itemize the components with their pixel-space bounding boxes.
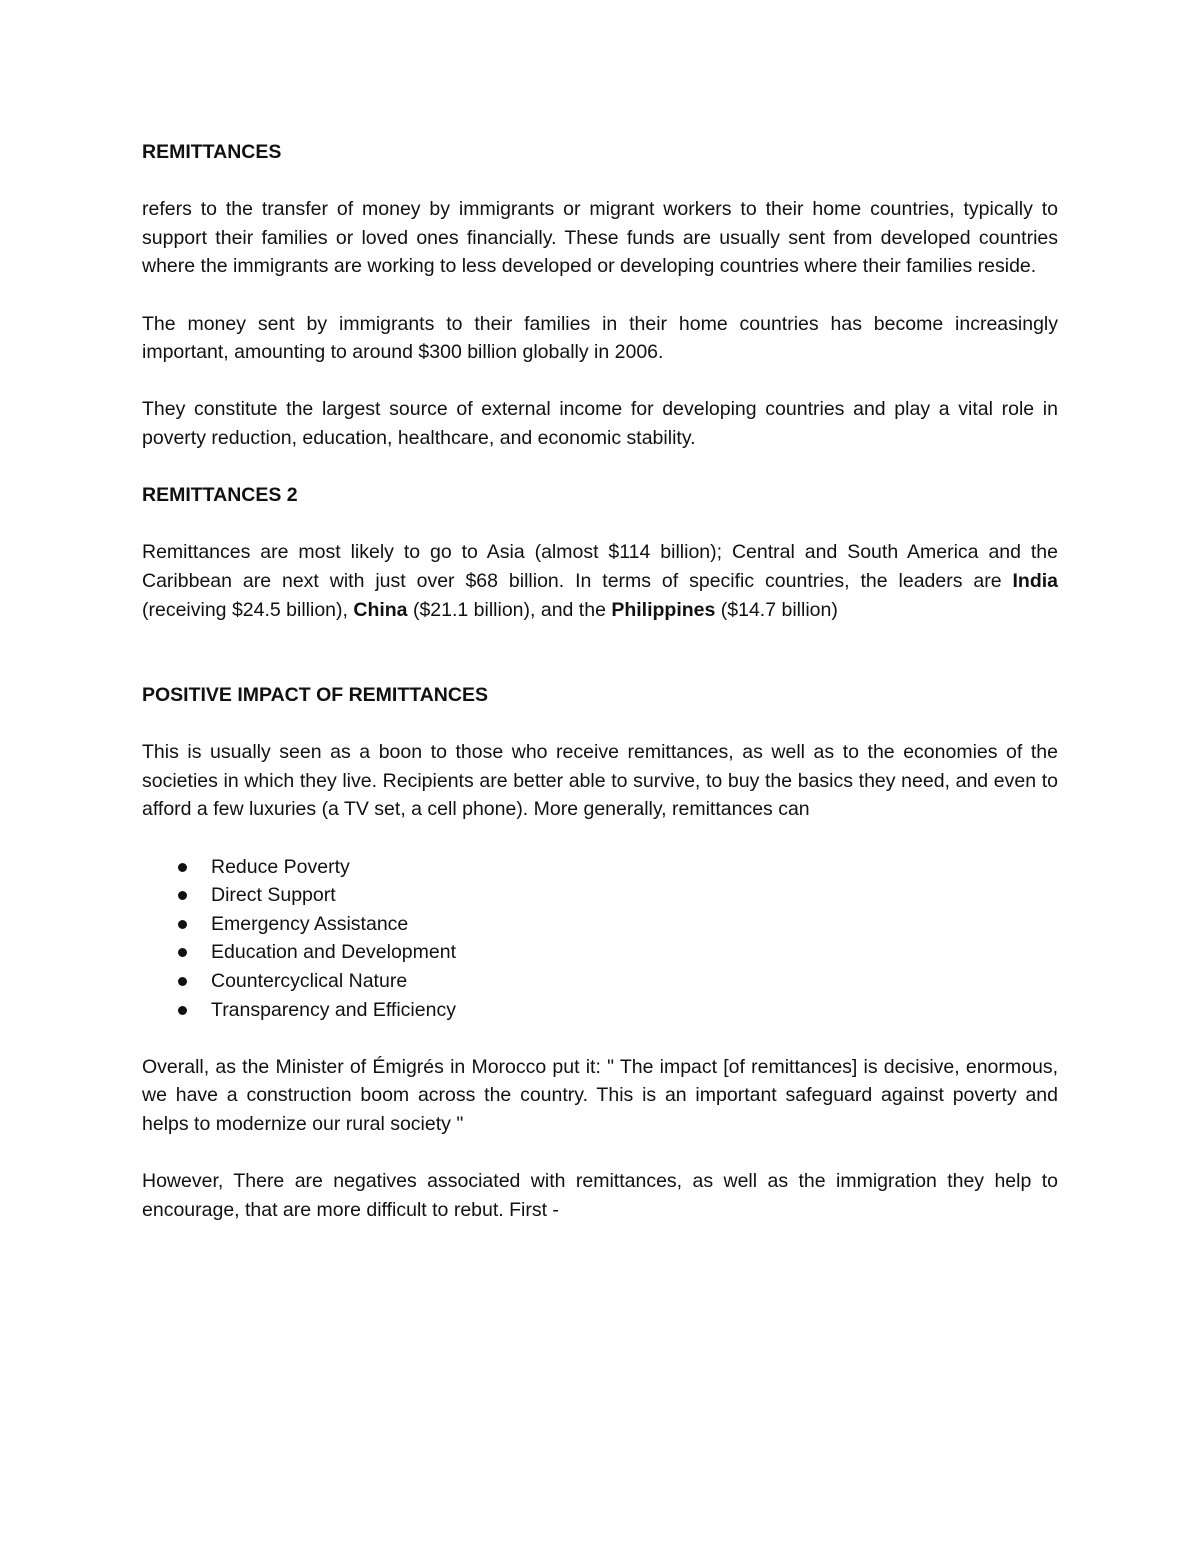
paragraph-global-amount: The money sent by immigrants to their families in their home countries has become increasingly important, amounting to around $300 billion globally in 2006. <box>142 312 1058 364</box>
paragraph-external-income: They constitute the largest source of external income for developing countries and play a vital role in poverty reduction, education, healthcare, and economic stability. <box>142 398 1058 449</box>
list-item: Transparency and Efficiency <box>142 996 1058 1025</box>
section-heading-remittances-2: REMITTANCES 2 <box>142 484 298 507</box>
china-amount: ($21.1 billion), and the <box>407 598 612 621</box>
section-heading-remittances: REMITTANCES <box>142 141 282 163</box>
paragraph-definition: refers to the transfer of money by immigrants or migrant workers to their home countries, typically to support their families or loved ones financially. These funds are usually sent from developed countries where the immigrants are working to less developed or developing countries where their families reside. <box>142 198 1058 278</box>
bullet-icon <box>178 920 187 929</box>
paragraph-boon: This is usually seen as a boon to those who receive remittances, as well as to the economies of the societies in which they live. Recipients are better able to survive, to buy the basics they need, and even to afford a few luxuries (a TV set, a cell phone). More generally, remittances can <box>142 741 1058 821</box>
bullet-icon <box>178 1006 187 1015</box>
paragraph-minister-quote: Overall, as the Minister of Émigrés in Morocco put it: " The impact [of remittances] is decisive, enormous, we have a construction boom across the country. This is an important safeguard against poverty and helps to modernize our rural society " <box>142 1055 1058 1135</box>
bullet-icon <box>178 863 187 872</box>
list-item: Reduce Poverty <box>142 853 1058 882</box>
list-item: Education and Development <box>142 938 1058 967</box>
philippines-amount: ($14.7 billion) <box>715 598 838 621</box>
bullet-icon <box>178 891 187 900</box>
india-amount: (receiving $24.5 billion), <box>142 598 354 621</box>
paragraph-regional-leaders <box>142 538 1058 624</box>
country-india: India <box>1012 569 1058 592</box>
list-item: Emergency Assistance <box>142 910 1058 939</box>
leaders-intro-text: Remittances are most likely to go to Asia (almost $114 billion); Central and South America and the Caribbean are next with just over $68 billion. In terms of specific countries, the leaders are <box>142 541 1058 592</box>
paragraph-negatives: However, There are negatives associated with remittances, as well as the immigration they help to encourage, that are more difficult to rebut. First - <box>142 1170 1058 1221</box>
list-item: Direct Support <box>142 881 1058 910</box>
bullet-icon <box>178 948 187 957</box>
country-china: China <box>353 598 408 621</box>
list-item: Countercyclical Nature <box>142 967 1058 996</box>
document-page <box>142 138 1058 1224</box>
bullet-icon <box>178 977 187 986</box>
benefits-list <box>142 853 1058 1025</box>
country-philippines: Philippines <box>611 598 716 621</box>
section-heading-positive-impact: POSITIVE IMPACT OF REMITTANCES <box>142 684 488 707</box>
